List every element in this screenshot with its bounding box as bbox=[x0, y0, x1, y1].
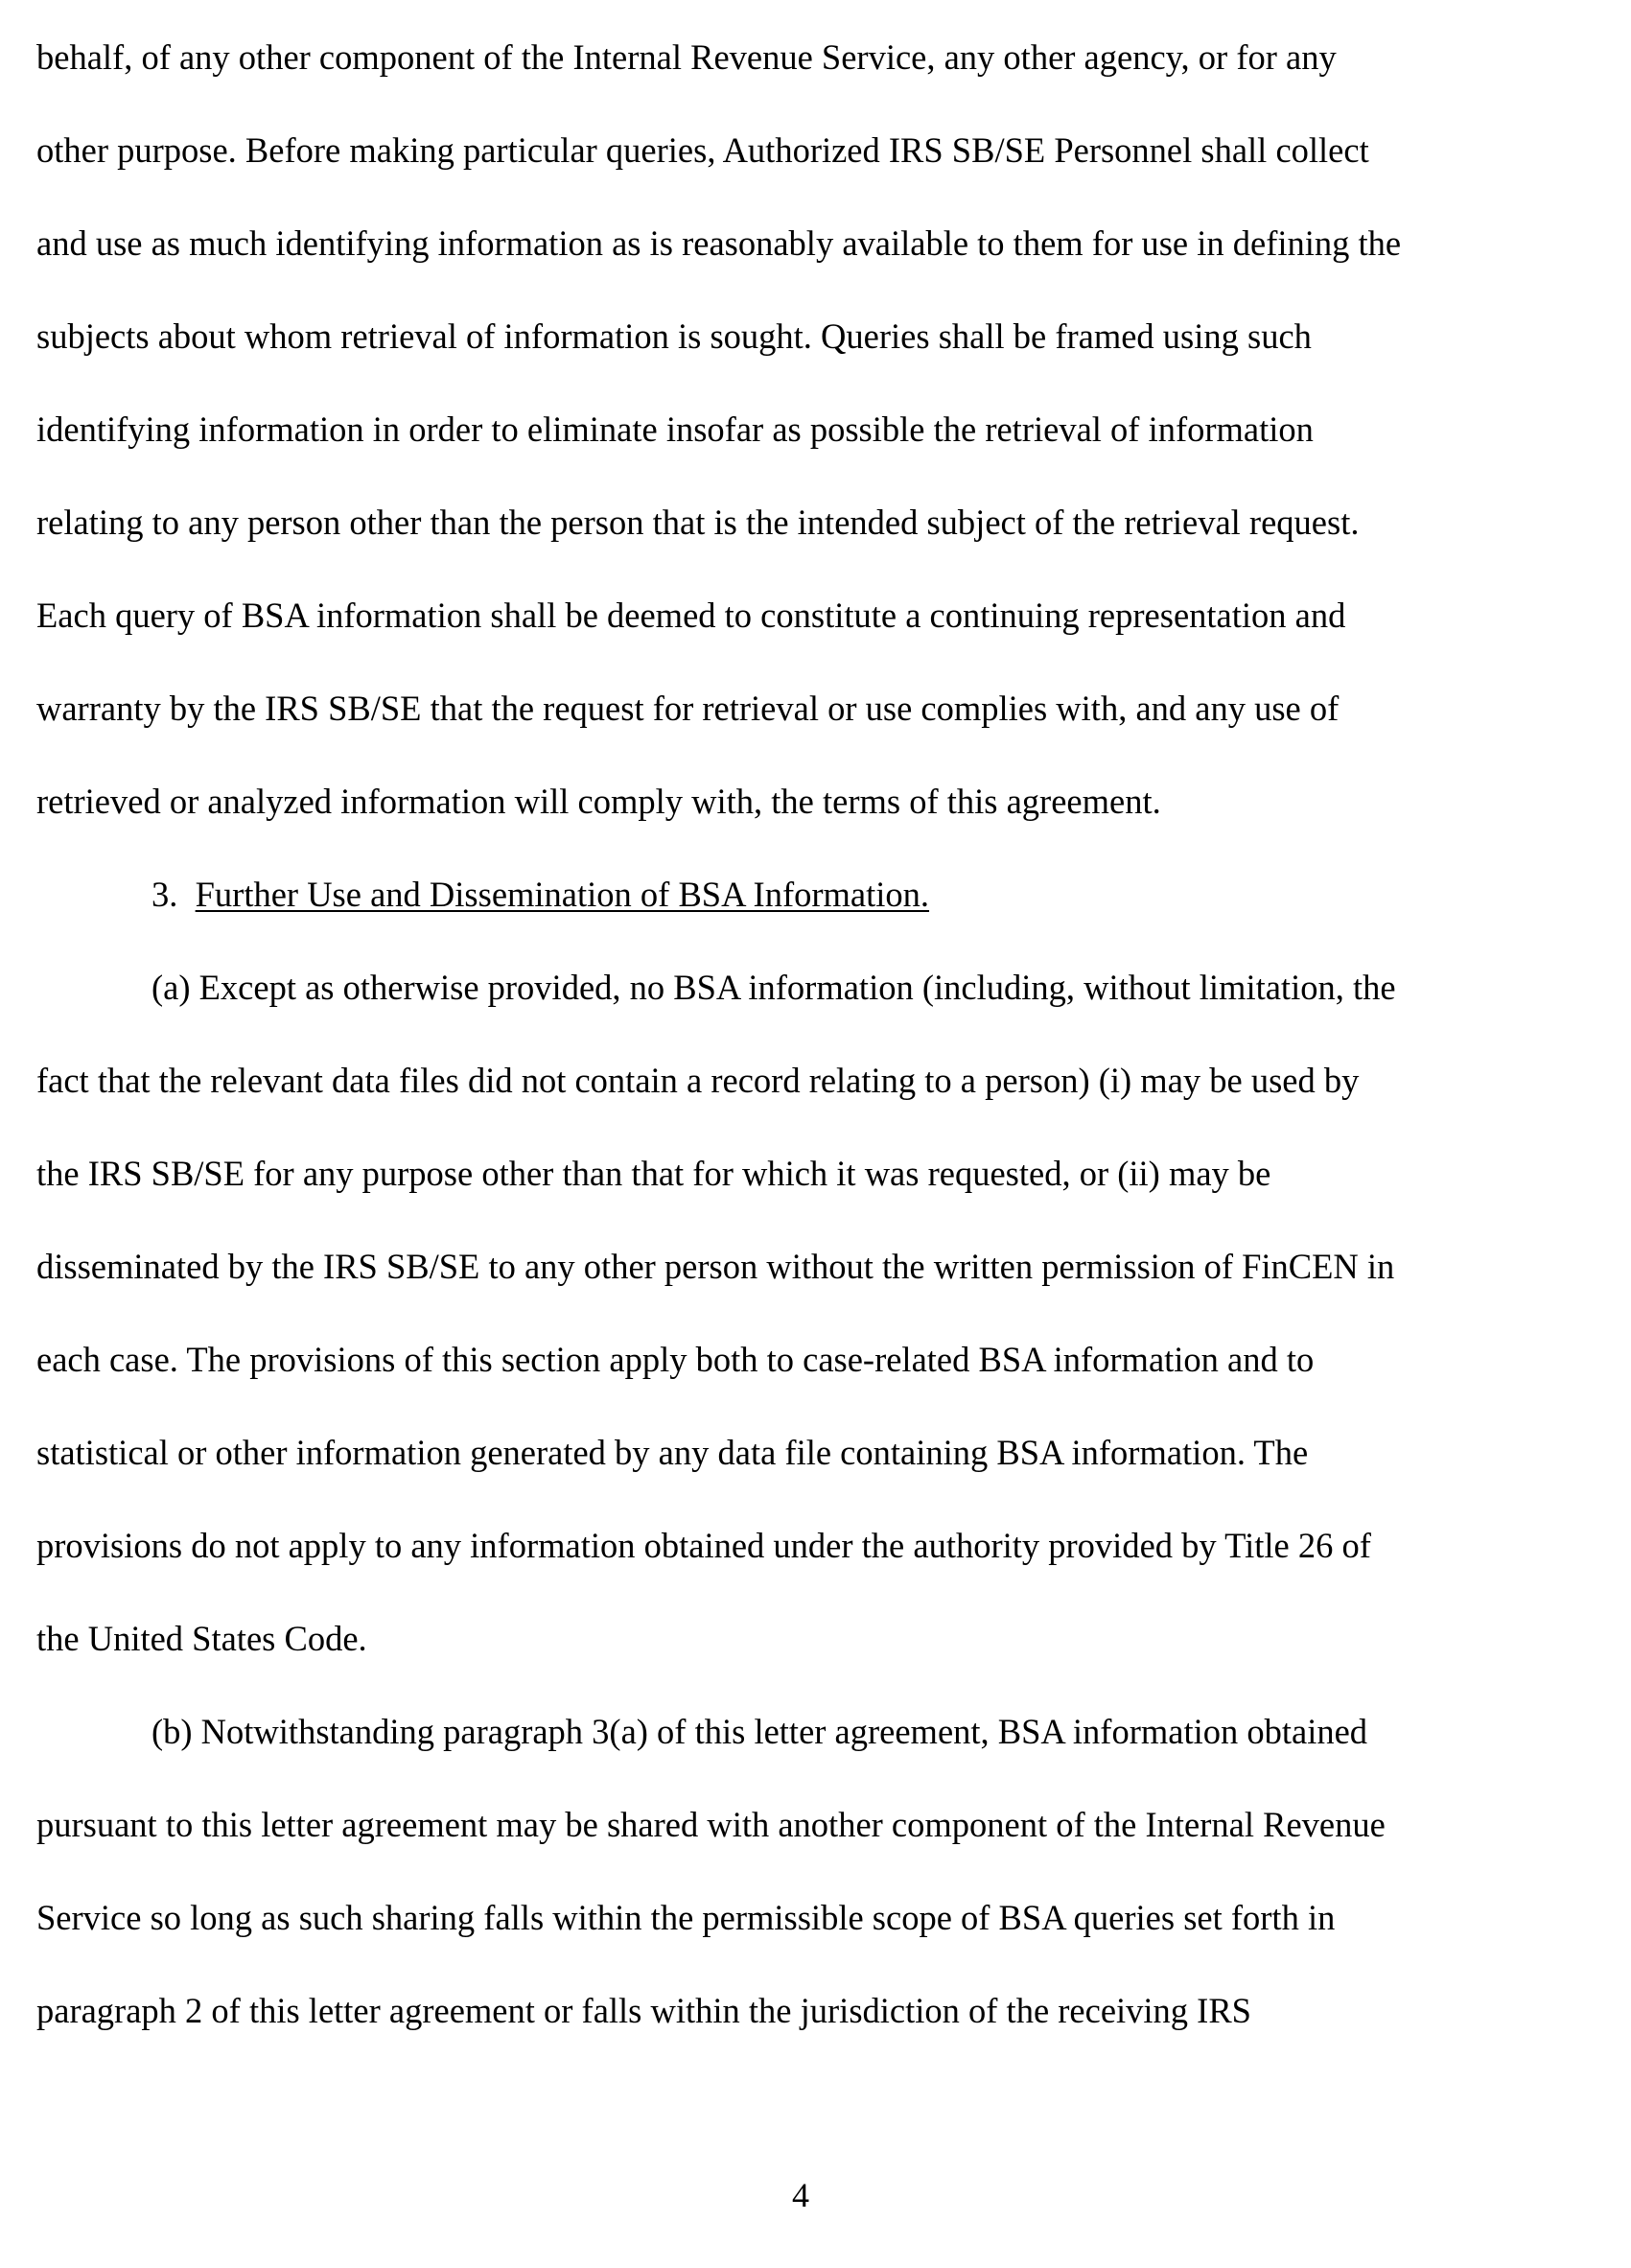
section-number: 3. bbox=[151, 875, 178, 914]
paragraph-a-line: fact that the relevant data files did not contain a record relating to a person) (i) may be used by bbox=[36, 1061, 1360, 1100]
paragraph-a-line: disseminated by the IRS SB/SE to any other person without the written permission of FinCEN in bbox=[36, 1247, 1395, 1286]
text-line: other purpose. Before making particular queries, Authorized IRS SB/SE Personnel shall collect bbox=[36, 130, 1369, 170]
text-line: subjects about whom retrieval of information is sought. Queries shall be framed using such bbox=[36, 316, 1312, 356]
paragraph-b-line: (b) Notwithstanding paragraph 3(a) of this letter agreement, BSA information obtained bbox=[151, 1712, 1368, 1751]
section-title: Further Use and Dissemination of BSA Information. bbox=[195, 875, 930, 914]
paragraph-a-line: statistical or other information generated by any data file containing BSA information. The bbox=[36, 1433, 1309, 1472]
paragraph-a-line: the IRS SB/SE for any purpose other than that for which it was requested, or (ii) may be bbox=[36, 1154, 1271, 1193]
text-line: retrieved or analyzed information will comply with, the terms of this agreement. bbox=[36, 782, 1161, 821]
text-line: relating to any person other than the person that is the intended subject of the retrieval request. bbox=[36, 503, 1360, 542]
paragraph-b-line: paragraph 2 of this letter agreement or falls within the jurisdiction of the receiving IRS bbox=[36, 1991, 1251, 2030]
section-heading bbox=[151, 874, 929, 916]
paragraph-a-line: the United States Code. bbox=[36, 1619, 367, 1658]
text-line: Each query of BSA information shall be deemed to constitute a continuing representation and bbox=[36, 596, 1346, 635]
text-line: behalf, of any other component of the Internal Revenue Service, any other agency, or for any bbox=[36, 37, 1337, 77]
paragraph-a-line: (a) Except as otherwise provided, no BSA information (including, without limitation, the bbox=[151, 968, 1396, 1007]
paragraph-a-line: each case. The provisions of this section apply both to case-related BSA information and to bbox=[36, 1340, 1315, 1379]
paragraph-b-line: Service so long as such sharing falls within the permissible scope of BSA queries set forth in bbox=[36, 1898, 1336, 1937]
paragraph-a-line: provisions do not apply to any information obtained under the authority provided by Title 26 of bbox=[36, 1526, 1371, 1565]
text-line: warranty by the IRS SB/SE that the request for retrieval or use complies with, and any use of bbox=[36, 689, 1340, 728]
text-line: and use as much identifying information as is reasonably available to them for use in defining the bbox=[36, 223, 1402, 263]
page-number: 4 bbox=[792, 2176, 809, 2214]
paragraph-b-line: pursuant to this letter agreement may be shared with another component of the Internal Revenue bbox=[36, 1805, 1386, 1844]
text-line: identifying information in order to eliminate insofar as possible the retrieval of information bbox=[36, 409, 1314, 449]
